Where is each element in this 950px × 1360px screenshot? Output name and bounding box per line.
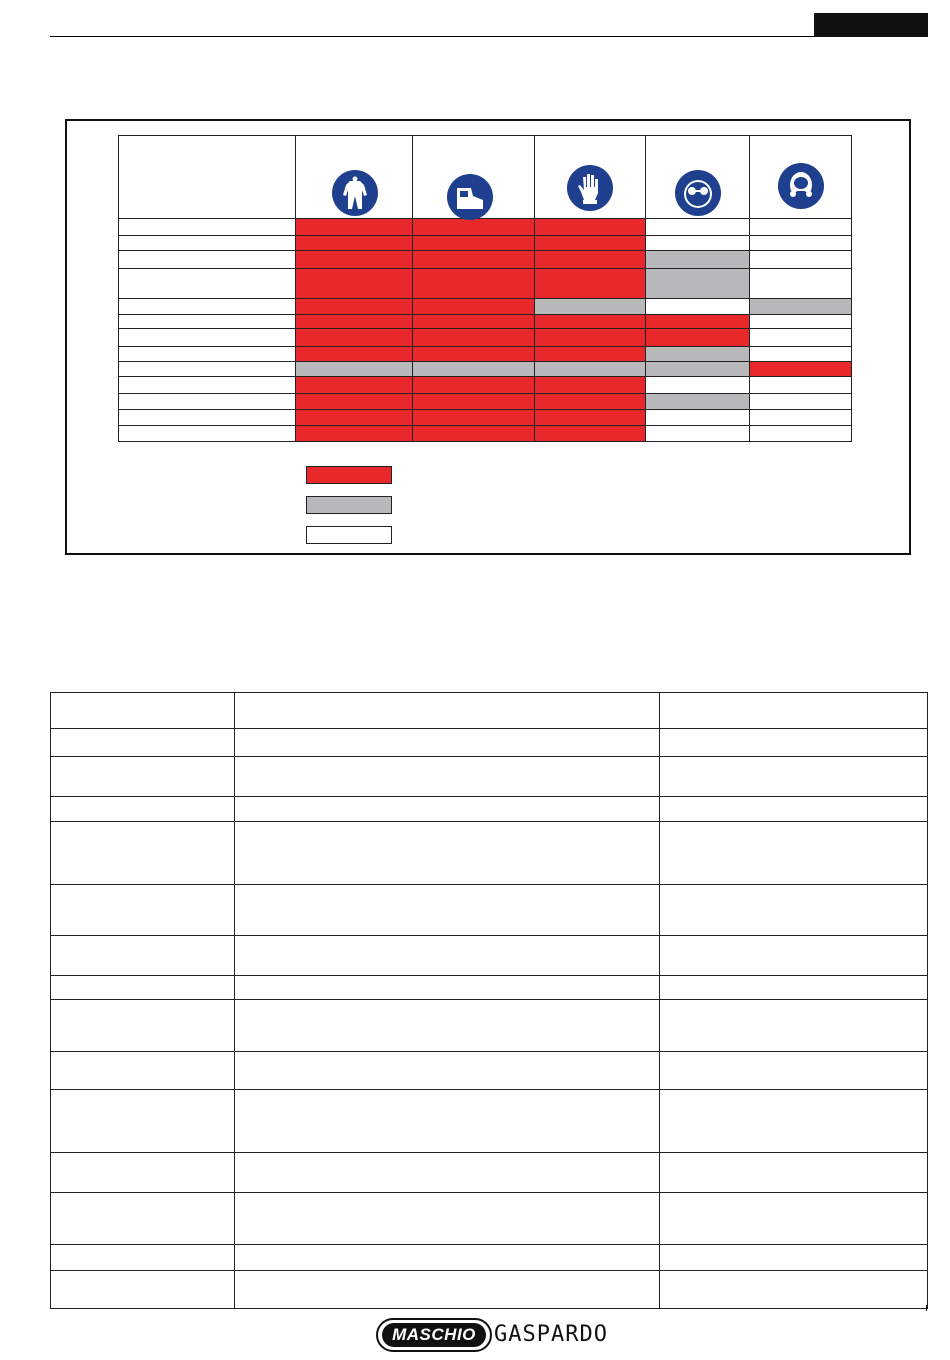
ppe-level-cell bbox=[295, 314, 412, 328]
ppe-level-cell bbox=[534, 425, 645, 441]
ppe-level-cell bbox=[412, 235, 534, 250]
ppe-grid-line bbox=[118, 135, 119, 442]
ppe-grid-line bbox=[118, 235, 851, 236]
ppe-level-cell bbox=[645, 235, 749, 250]
ppe-level-cell bbox=[645, 393, 749, 409]
ppe-level-cell bbox=[749, 250, 851, 268]
ppe-level-cell bbox=[645, 268, 749, 298]
ppe-grid-line bbox=[749, 135, 750, 442]
ppe-level-cell bbox=[295, 298, 412, 314]
ppe-grid-line bbox=[118, 361, 851, 362]
ppe-level-cell bbox=[749, 314, 851, 328]
ppe-level-cell bbox=[412, 393, 534, 409]
ppe-grid-line bbox=[118, 298, 851, 299]
safety-shoes-icon bbox=[447, 174, 493, 220]
ppe-level-cell bbox=[412, 425, 534, 441]
ppe-level-cell bbox=[645, 298, 749, 314]
ppe-grid-line bbox=[851, 135, 852, 442]
ppe-grid-line bbox=[118, 250, 851, 251]
ppe-level-cell bbox=[534, 218, 645, 235]
ppe-grid-line bbox=[118, 393, 851, 394]
ppe-level-cell bbox=[295, 361, 412, 376]
maschio-gaspardo-logo bbox=[376, 1316, 616, 1354]
ppe-level-cell bbox=[645, 250, 749, 268]
ppe-level-cell bbox=[295, 268, 412, 298]
table-row-divider bbox=[50, 1152, 928, 1153]
ppe-level-cell bbox=[749, 393, 851, 409]
ppe-level-cell bbox=[749, 328, 851, 346]
ppe-grid-line bbox=[412, 135, 413, 442]
ppe-level-cell bbox=[295, 409, 412, 425]
ppe-grid-line bbox=[118, 441, 851, 442]
safety-goggles-icon bbox=[675, 170, 721, 216]
ppe-level-cell bbox=[295, 393, 412, 409]
ppe-level-cell bbox=[295, 346, 412, 361]
table-row-divider bbox=[50, 821, 928, 822]
ppe-grid-line bbox=[118, 135, 851, 136]
legend-swatch bbox=[306, 466, 392, 484]
table-row-divider bbox=[50, 1244, 928, 1245]
ppe-grid-line bbox=[118, 314, 851, 315]
table-row-divider bbox=[50, 975, 928, 976]
ppe-grid-line bbox=[118, 328, 851, 329]
legend-swatch bbox=[306, 496, 392, 514]
header-tab bbox=[814, 13, 928, 37]
ppe-level-cell bbox=[534, 328, 645, 346]
ppe-level-cell bbox=[645, 409, 749, 425]
table-row-divider bbox=[50, 1270, 928, 1271]
ppe-level-cell bbox=[412, 376, 534, 393]
ppe-grid-line bbox=[118, 376, 851, 377]
ppe-level-cell bbox=[412, 314, 534, 328]
ppe-level-cell bbox=[749, 298, 851, 314]
ppe-level-cell bbox=[295, 250, 412, 268]
legend-swatch bbox=[306, 526, 392, 544]
ppe-grid-line bbox=[118, 409, 851, 410]
ppe-level-cell bbox=[412, 218, 534, 235]
ppe-level-cell bbox=[645, 328, 749, 346]
ppe-level-cell bbox=[645, 361, 749, 376]
ppe-level-cell bbox=[749, 268, 851, 298]
ppe-level-cell bbox=[412, 250, 534, 268]
logo-badge-text: MASCHIO bbox=[382, 1323, 486, 1347]
table-row-divider bbox=[50, 796, 928, 797]
ppe-level-cell bbox=[645, 314, 749, 328]
respirator-mask-icon bbox=[778, 163, 824, 209]
protective-gloves-icon bbox=[567, 165, 613, 211]
table-row-divider bbox=[50, 1192, 928, 1193]
ppe-level-cell bbox=[295, 235, 412, 250]
ppe-grid-line bbox=[295, 135, 296, 442]
table-row-divider bbox=[50, 884, 928, 885]
ppe-level-cell bbox=[534, 268, 645, 298]
ppe-level-cell bbox=[412, 328, 534, 346]
table-row-divider bbox=[50, 1051, 928, 1052]
ppe-level-cell bbox=[645, 425, 749, 441]
ppe-level-cell bbox=[534, 235, 645, 250]
ppe-level-cell bbox=[749, 346, 851, 361]
ppe-level-cell bbox=[534, 250, 645, 268]
table-row-divider bbox=[50, 999, 928, 1000]
ppe-level-cell bbox=[749, 361, 851, 376]
ppe-level-cell bbox=[534, 361, 645, 376]
ppe-level-cell bbox=[645, 376, 749, 393]
header-rule bbox=[50, 36, 814, 37]
ppe-level-cell bbox=[749, 376, 851, 393]
logo-text: GASPARDO bbox=[494, 1322, 608, 1347]
table-row-divider bbox=[50, 935, 928, 936]
table-column-divider bbox=[927, 692, 928, 1308]
ppe-level-cell bbox=[295, 328, 412, 346]
ppe-grid-line bbox=[534, 135, 535, 442]
ppe-level-cell bbox=[295, 425, 412, 441]
ppe-level-cell bbox=[534, 346, 645, 361]
ppe-level-cell bbox=[749, 409, 851, 425]
logo-badge bbox=[376, 1318, 492, 1352]
table-row-divider bbox=[50, 756, 928, 757]
table-row-divider bbox=[50, 692, 928, 693]
ppe-level-cell bbox=[534, 393, 645, 409]
ppe-level-cell bbox=[412, 346, 534, 361]
table-row-divider bbox=[50, 728, 928, 729]
ppe-level-cell bbox=[749, 425, 851, 441]
ppe-level-cell bbox=[749, 235, 851, 250]
ppe-level-cell bbox=[534, 376, 645, 393]
ppe-level-cell bbox=[534, 314, 645, 328]
ppe-level-cell bbox=[295, 376, 412, 393]
table-row-divider bbox=[50, 1089, 928, 1090]
page-edge-mark bbox=[926, 1305, 927, 1311]
ppe-grid-line bbox=[645, 135, 646, 442]
ppe-level-cell bbox=[749, 218, 851, 235]
ppe-level-cell bbox=[412, 409, 534, 425]
main-table bbox=[50, 690, 928, 1309]
ppe-level-cell bbox=[412, 298, 534, 314]
table-row-divider bbox=[50, 1308, 928, 1309]
ppe-level-cell bbox=[412, 361, 534, 376]
table-column-divider bbox=[659, 692, 660, 1308]
protective-suit-icon bbox=[332, 170, 378, 216]
ppe-level-cell bbox=[412, 268, 534, 298]
ppe-level-cell bbox=[645, 218, 749, 235]
ppe-level-cell bbox=[295, 218, 412, 235]
ppe-level-cell bbox=[645, 346, 749, 361]
ppe-matrix-frame bbox=[65, 119, 911, 555]
ppe-grid-line bbox=[118, 346, 851, 347]
ppe-level-cell bbox=[534, 298, 645, 314]
table-column-divider bbox=[50, 692, 51, 1308]
ppe-level-cell bbox=[534, 409, 645, 425]
ppe-grid-line bbox=[118, 425, 851, 426]
ppe-grid-line bbox=[118, 268, 851, 269]
table-column-divider bbox=[234, 692, 235, 1308]
